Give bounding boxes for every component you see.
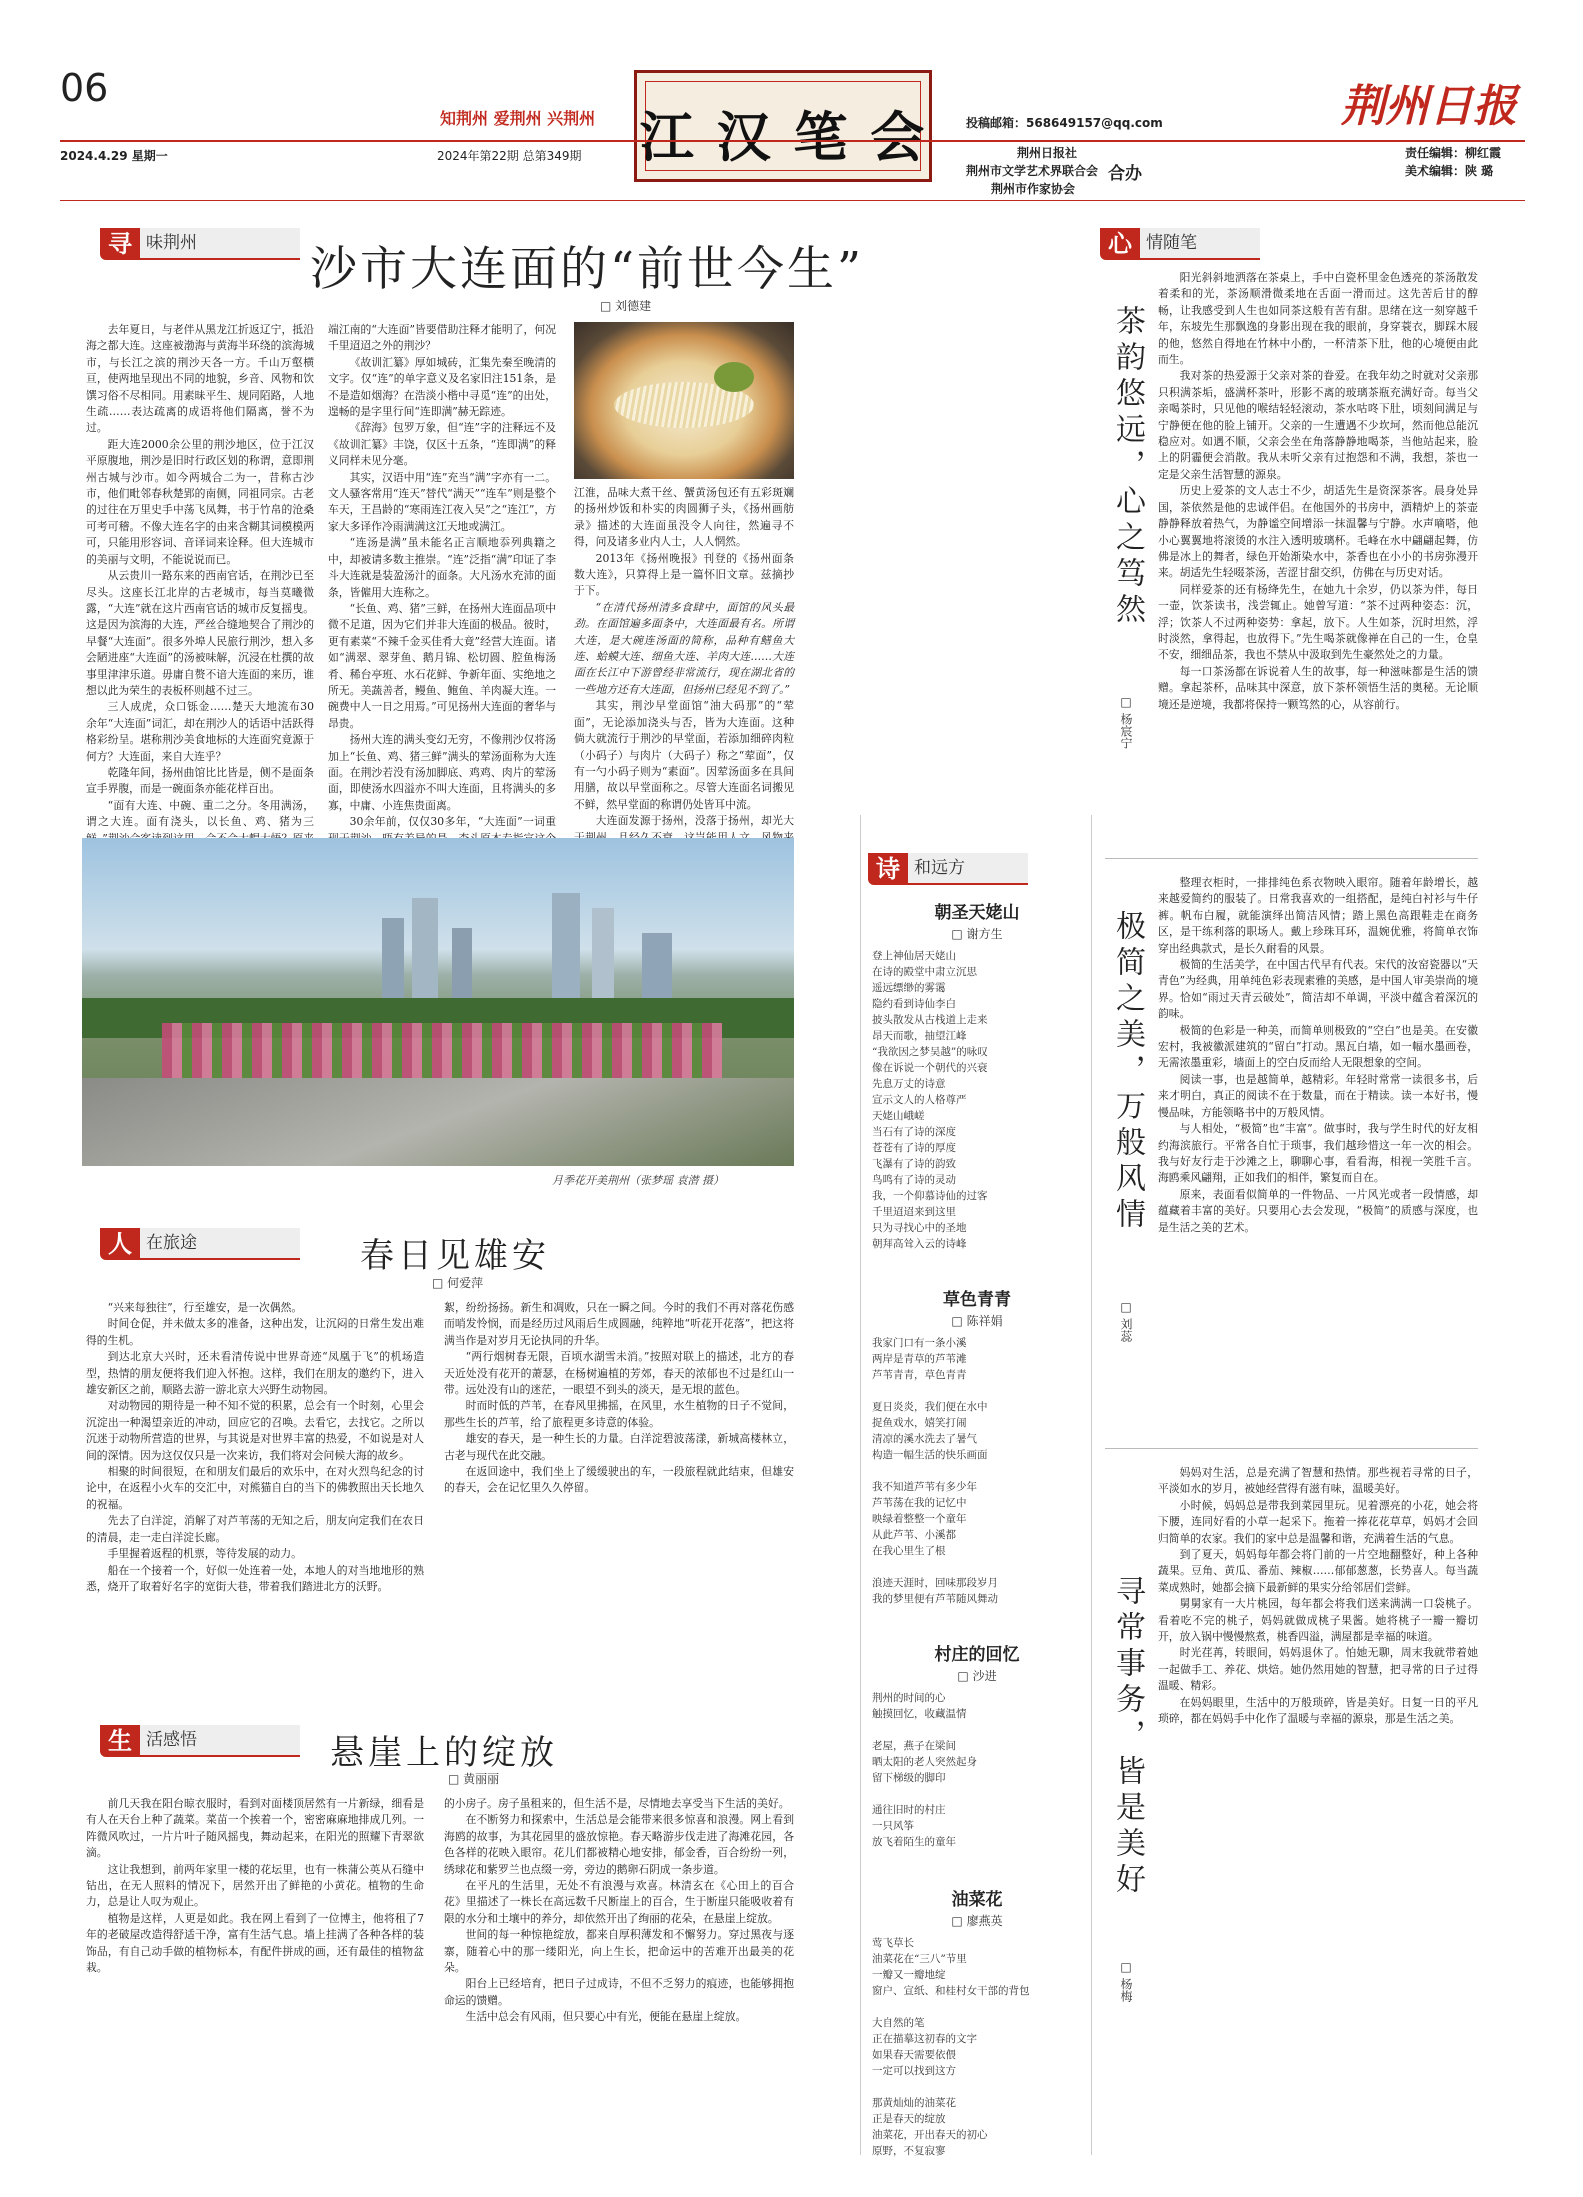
poem-line: 我的梦里便有芦苇随风舞动 [872, 1593, 998, 1605]
poem-line: 通往旧时的村庄 [872, 1804, 946, 1816]
section-xinqing [1100, 228, 1260, 260]
section-badge: 生 [100, 1725, 140, 1757]
paragraph: 在妈妈眼里，生活中的万般琐碎，皆是美好。日复一日的平凡琐碎，都在妈妈手中化作了温暖与幸福的源泉，那是生活之美。 [1158, 1695, 1478, 1726]
poem-line: 留下梯级的脚印 [872, 1772, 946, 1784]
poem-line: 芦苇荡在我的记忆中 [872, 1497, 967, 1509]
paragraph: “面有大连、中碗、重二之分。冬用满汤，谓之大连。面有浇头，以长鱼、鸡、猪为三 [86, 798, 314, 829]
paragraph: 对动物园的期待是一种不知不觉的积累，总会有一个时刻，心里会沉淀出一种渴望亲近的冲动，回应它的召唤。去看它，去找它。之所以沉迷于动物所营造的世界，与其说是对世界丰富的热爱，不如说是对人间的深情。因为这仅仅只是一次来访，我们将对会问候大海的故乡。 [86, 1399, 424, 1462]
poem-line: 我家门口有一条小溪 [872, 1337, 967, 1349]
poem-line: 如果春天需要依偎 [872, 2049, 956, 2061]
poem-line: 大自然的笔 [872, 2017, 925, 2029]
poem-line: 先息万丈的诗意 [872, 1078, 946, 1090]
poem-line: 一只风筝 [872, 1820, 914, 1832]
byline: □ 刘德建 [600, 299, 652, 313]
poem-line: 一瓣又一瓣地绽 [872, 1969, 946, 1981]
paragraph: 历史上爱茶的文人志士不少，胡适先生是资深茶客。晨身处异国，茶依然是他的忠诚伴侣。在他国外的书房中，酒精炉上的茶壶静静释放着热气，为静谧空间增添一抹温馨与宁静。水声嘀嗒，他小心翼翼地将滚烫的水注入透明玻璃杯。毛峰在水中翩翩起舞，仿佛是冰上的舞者，绿色开始渐染水中，茶香也在小小的书房弥漫开来。胡适先生轻啜茶汤，苦涩甘甜交织，仿佛在与历史对话。 [1158, 484, 1478, 580]
poem-line: 原野，不复寂寥 [872, 2145, 946, 2157]
paragraph: 从云贵川一路东来的西南官话，在荆沙已至尽头。这座长江北岸的古老城市，每当莫曦微露，“大连”就在这片西南官话的城市反复摇曳。这是因为滨海的大连，严丝合缝地契合了荆沙的早餐“大连面”。很多外埠人民旅行荆沙，想入多会陋进座“大连面”的汤被味解，沉浸在杜撰的故事里津津乐道。毋庸自赘不谙大连面的来历，谁想以此为荣生的表板杯则越不过三。 [86, 569, 314, 697]
poem [872, 1885, 1082, 2155]
slogan: 知荆州 爱荆州 兴荆州 [440, 109, 596, 128]
poem-line: 莺飞草长 [872, 1937, 914, 1949]
paragraph: 小时候，妈妈总是带我到菜园里玩。见着漂亮的小花，她会将下腰，连同好看的小草一起采下。拖着一捧花花草草，妈妈才会回归简单的农家。我们的家中总是温馨和谐，充满着生活的气息。 [1158, 1498, 1478, 1545]
city-photo [82, 838, 794, 1166]
article-title: 沙市大连面的“前世今生” [310, 242, 865, 297]
paragraph: 距大连2000余公里的荆沙地区，位于江汉平原腹地，荆沙是旧时行政区划的称谓，意即荆州古城与沙市。如今两城合二为一，昔称古沙市，他们毗邻春秋楚郢的南侧，同祖同宗。古老的过往在万里史手中荡飞凤舞，书于竹帛的沧桑可考可稽。不像大连名字的由来含糊其词模模两可，只能用形容词、音译词来诠释。但大连城市的美丽与文明，不能说说而已。 [86, 437, 314, 566]
poem-line: 宣示文人的人格尊严 [872, 1094, 967, 1106]
paragraph: “兴来每独往”，行至雄安，是一次偶然。 [107, 1301, 303, 1314]
paragraph: 的小房子。房子虽租来的，但生活不是，尽情地去享受当下生活的美好。 [444, 1797, 790, 1810]
paragraph: 我对茶的热爱源于父亲对茶的眷爱。在我年幼之时就对父亲那只积满茶垢，盛满杯茶叶，形影不离的玻璃茶瓶充满好奇。每当父亲喝茶时，只见他的喉结轻轻滚动，茶水咕咚下肚，顷刻间满足与宁静便在他的脸上铺开。父亲的一生遭遇不少坎坷，然而他总能沉稳应对。如遇不顺，父亲会坐在角落静静地喝茶，当他站起来，脸上的阴霾便会消散。我从未听父亲有过抱怨和不满，我想，茶也一定是父亲生活智慧的源泉。 [1158, 369, 1478, 481]
poem-line [872, 1559, 1082, 1575]
poem-line: 在诗的殿堂中肃立沉思 [872, 966, 977, 978]
paragraph: 雄安的春天，是一种生长的力量。白洋淀碧波荡漾，新城高楼林立，古老与现代在此交融。 [444, 1432, 794, 1462]
paragraph: 其实，荆沙早堂面馆“油大码那”的“荤面”，无论添加浇头与否，皆为大连面。这种倘大就流行于荆沙的早堂面，若添加细碎肉粒（小码子）与肉片（大码子）称之“荤面”，仅有一勺小码子则为“素面”。因荤汤面多在具间用膳，故以早堂面称之。尽管大连面名词搬见不鲜，然早堂面的称谓仍处皆耳中流。 [574, 699, 794, 811]
poem-line: 晒太阳的老人突然起身 [872, 1756, 977, 1768]
paragraph: 极简的色彩是一种美，而简单则极致的“空白”也是美。在安徽宏村，我被徽派建筑的“留白”打动。黑瓦白墙，如一幅水墨画卷，无需浓墨重彩，墙面上的空白反而给人无限想象的空间。 [1158, 1023, 1478, 1070]
paragraph: 去年夏日，与老伴从黑龙江折返辽宁，抵沿海之都大连。这座被渤海与黄海半环绕的滨海城市，与长江之滨的荆沙天各一方。千山万壑横亘，使两地呈现出不同的地貌，乡音、风物和饮馔习俗不尽相同。用素昧平生、规同陌路，人地生疏……表达疏离的成语将他们隔离，誉不为过。 [86, 323, 314, 435]
noodle-photo [574, 322, 794, 479]
cohost-tag: 合办 [1108, 164, 1142, 184]
paragraph: 世间的每一种惊艳绽放，都来自厚积薄发和不懈努力。穿过黑夜与逐寨，随着心中的那一缕阳光，向上生长，把命运中的苦难开出最美的花朵。 [444, 1928, 794, 1975]
section-badge: 人 [100, 1228, 140, 1260]
poem-line: 我不知道芦苇有多少年 [872, 1481, 977, 1493]
paragraph: 其实，汉语中用“连”充当“满”字亦有一二。文人骚客常用“连天”替代“满天”“连车”则是整个车天，王昌龄的“寒雨连江夜入吴”之“连江”，方家大多译作冷雨满满这江天地或满江。 [328, 470, 556, 533]
paragraph: 同样爱茶的还有杨绛先生，在她九十余岁，仍以茶为伴，每日一壶，饮茶读书，浅尝辄止。她曾写道：“茶不过两种姿态：沉，浮；饮茶人不过两种姿势：拿起，放下。人生如茶，沉时坦然，浮时淡然，拿得起，也放得下。”先生喝茶就像禅在自己的一生，仓皇不安，细细品茶，我也不禁从中汲取到先生豪然处之的力量。 [1158, 582, 1478, 662]
section-badge: 心 [1100, 228, 1140, 260]
paragraph: 江淮，品味大煮干丝、蟹黄汤包还有五彩斑斓的扬州炒饭和朴实的肉圆狮子头，《扬州画舫录》描述的大连面虽没令人向往，然遍寻不得，问及诸多业内人士，人人惘然。 [574, 486, 794, 549]
poem-line: 荆州的时间的心 [872, 1692, 946, 1704]
poem [872, 1640, 1082, 1870]
poem-lines [872, 1935, 1082, 2159]
poem-line: 夏日炎炎，我们便在水中 [872, 1401, 988, 1413]
section-label: 味荆州 [140, 228, 300, 260]
poem-line: 千里迢迢来到这里 [872, 1206, 956, 1218]
paragraph: 每一口茶汤都在诉说着人生的故事，每一种滋味都是生活的馈赠。拿起茶杯，品味其中深意，放下茶杯领悟生活的奥秘。无论顺境还是逆境，我都将保持一颗笃然的心，从容前行。 [1158, 664, 1478, 711]
poem-author: □ 廖燕英 [951, 1914, 1003, 1928]
paragraph: 时而时低的芦苇，在春风里拂摇，在风里，水生植物的日子不觉间，那些生长的芦苇，给了旅程更多诗意的体验。 [444, 1399, 794, 1429]
essay-title: 茶韵悠远，心之笃然 [1110, 305, 1145, 629]
poem-line: 构造一幅生活的快乐画面 [872, 1449, 988, 1461]
essay-body [1158, 1465, 1478, 2155]
poem [872, 1285, 1082, 1625]
paragraph: 时间仓促，并未做太多的准备，这种出发，让沉闷的日常生发出难得的生机。 [86, 1317, 424, 1347]
issue-date: 2024.4.29 星期一 [60, 149, 168, 163]
poem-line: 天姥山峨嵯 [872, 1110, 925, 1122]
cohost-1: 荆州日报社 [1017, 146, 1078, 160]
paragraph: 在不断努力和探索中，生活总是会能带来很多惊喜和浪漫。网上看到海鸥的故事，为其花园里的盛放惊艳。春天略游步伐走进了海滩花园，各色各样的花映入眼帘。花儿们都被精心地安排，郁金香，百合纷纷一列，绣球花和紫罗兰也点缀一旁，旁边的鹅卵石阴成一条步道。 [444, 1813, 794, 1876]
editor-2: 美术编辑：陕 璐 [1405, 164, 1494, 178]
cohost-2: 荆州市文学艺术界联合会 [966, 164, 1099, 178]
paragraph: 在平凡的生活里，无处不有浪漫与欢喜。林清玄在《心田上的百合花》里描述了一株长在高远数千尺断崖上的百合，生于断崖只能吸收着有限的水分和土壤中的养分，却依然开出了绚丽的花朵，在悬崖上绽放。 [444, 1879, 794, 1925]
paragraph: 与人相处，“极简”也“丰富”。做事时，我与学生时代的好友相约海滨旅行。平常各自忙于琐事，我们越珍惜这一年一次的相会。我与好友行走于沙滩之上，聊聊心事，看看海，相视一笑胜千言。海鸥乘风翩翔，正如我们的相伴，繁复而自在。 [1158, 1122, 1478, 1185]
poem-line: 放飞着陌生的童年 [872, 1836, 956, 1848]
article-column [444, 1796, 794, 2166]
column-name: 江 汉 笔 会 [639, 105, 927, 169]
article-title: 悬崖上的绽放 [330, 1733, 558, 1773]
poem-title: 朝圣天姥山 [934, 903, 1020, 923]
paragraph: 端江南的“大连面”皆要借助注释才能明了，何况千里迢迢之外的荆沙？ [328, 323, 556, 353]
paragraph: 在返回途中，我们坐上了缓缓驶出的车，一段旅程就此结束，但雄安的春天，会在记忆里久久停留。 [444, 1465, 794, 1495]
poem-line: 像在诉说一个朝代的兴衰 [872, 1062, 988, 1074]
section-xunwei [100, 228, 300, 260]
poem-line: 两岸是青草的芦苇滩 [872, 1353, 967, 1365]
poem-line: “我欲因之梦吴越”的咏叹 [872, 1046, 988, 1058]
poem-line: 那黄灿灿的油菜花 [872, 2097, 956, 2109]
poem-line: 清凉的溪水洗去了暑气 [872, 1433, 977, 1445]
poem-lines [872, 1690, 1082, 1850]
poem-line: 从此芦苇、小溪都 [872, 1529, 956, 1541]
paragraph: 整理衣柜时，一排排纯色系衣物映入眼帘。随着年龄增长，越来越爱简约的服装了。日常我喜欢的一组搭配，是纯白衬衫与牛仔裤。帆布白履，就能演绎出简洁风情；踏上黑色高跟鞋走在商务区，是干练利落的职场人。戴上珍珠耳环，温婉优雅，将简单衣饰穿出经典款式，是长久耐看的风景。 [1158, 876, 1478, 955]
newspaper-logo: 荆州日报 [1341, 81, 1517, 132]
section-ren [100, 1228, 300, 1260]
poem-line: 正是春天的绽放 [872, 2113, 946, 2125]
paragraph: 手里握着返程的机票，等待发展的动力。 [107, 1547, 302, 1561]
divider [1105, 1448, 1478, 1449]
paragraph: “两行烟树春无限，百顷水湖雪未消。”按照对联上的描述，北方的春天近处没有花开的萧瑟，在杨树遍植的芳郊，春天的浓郁也不过是红山一带。远处没有山的迷茫，一眼望不到头的淡天，是无垠的蓝色。 [444, 1350, 794, 1397]
paragraph: 到达北京大兴时，还未看清传说中世界奇迹“凤凰于飞”的机场造型，热情的朋友便将我们迎入怀抱。这样，我们在朋友的邀约下，进入雄安新区之前，顺路去游一游北京大兴野生动物园。 [86, 1350, 424, 1397]
poem-line: 我，一个仰慕诗仙的过客 [872, 1190, 988, 1202]
essay-title: 寻常事务，皆是美好 [1110, 1575, 1145, 1899]
paragraph: 植物是这样，人更是如此。我在网上看到了一位博主，他将租了7年的老破屋改造得舒适干净，富有生活气息。墙上挂满了各种各样的装饰品，有自己动手做的植物标本，有配件拼成的画，还有最佳的植物盆栽。 [86, 1911, 424, 1975]
poem-line: 鸟鸣有了诗的灵动 [872, 1174, 956, 1186]
essay-body [1158, 875, 1478, 1435]
poem-author: □ 沙进 [957, 1669, 997, 1683]
essay-title: 极简之美，万般风情 [1110, 910, 1145, 1234]
paragraph: 扬州大连的满头变幻无穷，不像荆沙仅将汤加上“长鱼、鸡、猪三鲜”满头的荤汤面称为大连面。在荆沙若没有汤加脚底、鸡鸡、肉片的荤汤面，即使汤水四溢亦不叫大连面，且将满头的多寡，中庸、小连焦贵面离。 [328, 733, 556, 812]
poem-line: 芦苇青青，草色青青 [872, 1369, 967, 1381]
paragraph: 极简的生活美学，在中国古代早有代表。宋代的汝窑瓷器以“天青色”为经典，用单纯色彩表现素雅的美感，是中国人审美崇尚的境界。恰如“雨过天青云破处”，简洁却不单调，平淡中蕴含着深沉的韵味。 [1158, 958, 1478, 1021]
article-column [86, 322, 314, 829]
article-column [328, 322, 556, 829]
poem-line: 捉鱼戏水，嬉笑打闹 [872, 1417, 967, 1429]
essay-body [1158, 270, 1478, 840]
section-label: 和远方 [908, 853, 1028, 885]
divider [1105, 858, 1478, 859]
paragraph: “连汤是满”虽未能名正言顺地忝列典籍之中，却被请多数主推崇。“连”泛指“满”印证了李斗大连就是装盈汤汁的面条。大凡汤水充沛的面条，皆僱用大连称之。 [328, 536, 556, 599]
paragraph: “长鱼、鸡、猪”三鲜，在扬州大连面品项中微不足道，因为它们并非大连面的极品。彼时，更有素菜“不辣千金买佳肴大竟”经营大连面。诸如“满翠、翠芽鱼、鹅月锦、松切圆、腔鱼梅汤肴、稀台亭班、水石花鲜、争新年面、实绝地之所无。美蔬善者，鳗鱼、鲍鱼、羊肉凝大连。一碗费中人一日之用焉。”可见扬州大连面的奢华与昂贵。 [328, 601, 556, 730]
paragraph: 大连面发源于扬州，没落于扬州，却光大 [595, 814, 794, 828]
section-sheng [100, 1725, 300, 1757]
column-logo [634, 70, 932, 182]
poem-line: 隐约看到诗仙李白 [872, 998, 956, 1010]
poem-line: 窗户、宣纸、和桂村女干部的背包 [872, 1985, 1030, 1997]
poem-line: 正在描摹这初春的文字 [872, 2033, 977, 2045]
poem-line: 昂天而歌，抽望江峰 [872, 1030, 967, 1042]
article-title: 春日见雄安 [360, 1236, 550, 1276]
page-number: 06 [60, 66, 109, 110]
poem-author: □ 谢方生 [951, 927, 1003, 941]
paragraph: 絮，纷纷扬扬。新生和凋败，只在一瞬之间。今时的我们不再对落花伤感而哨发怜悯，而是经历过风雨后生成圆融，纯粹地“听花开花落”，把这将满当作是对岁月无论执同的升华。 [444, 1301, 794, 1347]
article-column [574, 485, 794, 828]
cohost-3: 荆州市作家协会 [991, 182, 1076, 196]
issue-number: 2024年第22期 总第349期 [437, 149, 582, 163]
poem-line [872, 1786, 1082, 1802]
paragraph: 相聚的时间很短，在和朋友们最后的欢乐中，在对火烈鸟纪念的讨论中，在返程小火车的交汇中，对熊猫自白的当下的佛教照出天长地久的祝福。 [86, 1465, 424, 1511]
paragraph: 阅读一事，也是越简单，越精彩。年轻时常常一读很多书，后来才明白，真正的阅读不在于数量，而在于精读。读一本好书，慢慢品味，方能领略书中的万般风情。 [1158, 1072, 1478, 1119]
paragraph: 30余年前，仅仅30多年，“大连面”一词重 [349, 815, 556, 829]
byline: □ 何爱萍 [432, 1276, 484, 1290]
poem-line: 飞瀑有了诗的韵致 [872, 1158, 956, 1170]
section-badge: 寻 [100, 228, 140, 260]
paragraph: 前几天我在阳台晾衣服时，看到对面楼顶居然有一片新绿，细看是有人在天台上种了蔬菜。菜苗一个挨着一个，密密麻麻地排成几列。一阵微风吹过，一片片叶子随风摇曳，舞动起来，在阳光的照耀下青翠欲滴。 [86, 1797, 424, 1860]
photo-caption: 月季花开美荆州（张梦瑶 袁潜 摄） [552, 1174, 724, 1187]
poem-lines [872, 1335, 1082, 1607]
poem-line [872, 1999, 1082, 2015]
paragraph: 时光荏苒，转眼间，妈妈退休了。怕她无聊，周末我就带着她一起做手工、养花、烘焙。她仍然用她的智慧，把寻常的日子过得温暖、精彩。 [1158, 1646, 1478, 1693]
section-badge: 诗 [868, 853, 908, 885]
paragraph: 原来，表面看似简单的一件物品、一片风光或者一段情感，却蕴藏着丰富的美好。只要用心去会发现，“极简”的质感与深度，也是生活之美的艺术。 [1158, 1187, 1478, 1234]
paragraph: 舅舅家有一大片桃园，每年都会将我们送来满满一口袋桃子。看着吃不完的桃子，妈妈就做成桃子果酱。她将桃子一瓣一瓣切开，放入锅中慢慢熬煮，桃香四溢，满屋都是幸福的味道。 [1158, 1597, 1478, 1644]
section-label: 情随笔 [1140, 228, 1260, 260]
poem-line: 披头散发从古栈道上走来 [872, 1014, 988, 1026]
poem-line [872, 2079, 1082, 2095]
poem-line: 老屋，燕子在梁间 [872, 1740, 956, 1752]
paragraph: 阳光斜斜地洒落在茶桌上，手中白瓷杯里金色透亮的茶汤散发着柔和的光，茶汤顺滑微柔地在舌面一滑而过。这先苦后甘的醇畅，让我感受到人生也如同茶这般有苦有甜。思绪在这一刻穿越千年，东坡先生那飘逸的身影出现在我的眼前，身穿蓑衣，脚踩木屐的他，悠然自得地在竹林中小酌，一杯清茶下肚，他的心境便由此而生。 [1158, 271, 1478, 367]
poem-title: 油菜花 [951, 1890, 1003, 1910]
paragraph: 船在一个接着一个，好似一处连着一处，本地人的对当地地形的熟悉，烧开了取着好名字的宽街大巷，带着我们踏进北方的沃野。 [86, 1563, 424, 1593]
byline: □ 杨梅 [1119, 1960, 1133, 2002]
poem-line: 油菜花，开出春天的初心 [872, 2129, 988, 2141]
masthead-rule-bottom [60, 200, 1525, 201]
article-column [86, 1796, 424, 2166]
poem-line: 登上神仙居天姥山 [872, 950, 956, 962]
paragraph: “在清代扬州清多食肆中，面馆的风头最劲。在面馆遍多面条中，大连面最有名。所谓大连，是大碗连汤面的简称，品种有鳝鱼大连、蛤蟆大连、细鱼大连、羊肉大连……大连面在长江中下游曾经非常流行，现在湖北省的一些地方还有大连面，但扬州已经见不到了。” [574, 600, 794, 696]
paragraph: 《故训汇纂》厚如城砖，汇集先秦至晚清的文字。仅“连”的单字意义及名家旧注151条，是不是造如烟海？在浩淡小楷中寻觅“连”的出处，遑畅的是字里行间“连即满”赫无踪迹。 [328, 355, 556, 419]
byline: □ 杨宸宁 [1119, 695, 1133, 749]
poem-title: 草色青青 [943, 1290, 1011, 1310]
poem-line: 映绿着整整一个童年 [872, 1513, 967, 1525]
byline: □ 刘蕊 [1119, 1300, 1133, 1342]
paragraph: 乾隆年间，扬州曲馆比比皆是，侧不是面条宣手界腹，而是一碗面条亦能花样百出。 [86, 765, 314, 796]
article-column [444, 1300, 794, 1705]
masthead-rule [60, 140, 1525, 142]
poem-line: 浪迹天涯时，回味那段岁月 [872, 1577, 998, 1589]
paragraph: 生活中总会有风雨，但只要心中有光，便能在悬崖上绽放。 [465, 2010, 747, 2024]
poem-line [872, 1463, 1082, 1479]
poem-line [872, 1383, 1082, 1399]
poem-line [872, 1722, 1082, 1738]
paragraph: 2013年《扬州晚报》刊登的《扬州面条数大连》，只算得上是一篇怀旧文章。兹摘抄于下。 [574, 551, 794, 598]
paragraph: 到了夏天，妈妈每年都会将门前的一片空地翻整好，种上各种蔬果。豆角、黄瓜、番茄、辣椒……郁郁葱葱，长势喜人。每当蔬菜成熟时，她都会摘下最新鲜的果实分给邻居们尝鲜。 [1158, 1548, 1478, 1594]
poem-line: 一定可以找到这方 [872, 2065, 956, 2077]
poem-line: 在我心里生了根 [872, 1545, 946, 1557]
section-label: 在旅途 [140, 1228, 300, 1260]
section-shi [868, 853, 1028, 885]
article-column [86, 1300, 424, 1705]
poem-line: 当石有了诗的深度 [872, 1126, 956, 1138]
byline: □ 黄丽丽 [448, 1772, 500, 1786]
poem [872, 898, 1082, 1268]
poem-line: 朝拜高耸入云的诗峰 [872, 1238, 967, 1250]
paragraph: 先去了白洋淀，消解了对芦苇荡的无知之后，朋友向定我们在农日的清晨，走一走白洋淀长廊。 [86, 1514, 424, 1544]
poem-line: 油菜花在“三八”节里 [872, 1953, 967, 1965]
poem-line: 触摸回忆，收藏温情 [872, 1708, 967, 1720]
poem-line: 遥远缥缈的雾霭 [872, 982, 946, 994]
poem-line: 只为寻找心中的圣地 [872, 1222, 967, 1234]
paragraph: 三人成虎，众口铄金……楚天大地流布30余年“大连面”词汇，却在荆沙人的话语中活跃得格彩纷呈。堪称荆沙美食地标的大连面究竟源于何方？大连面，来自大连乎？ [86, 700, 314, 763]
paragraph: 妈妈对生活，总是充满了智慧和热情。那些视若寻常的日子，平淡如水的岁月，被她经营得有滋有味，温暖美好。 [1158, 1466, 1478, 1496]
paragraph: 阳台上已经培育，把日子过成诗，不但不乏努力的痕迹，也能够拥抱命运的馈赠。 [444, 1977, 794, 2007]
poem-line: 苍苍有了诗的厚度 [872, 1142, 956, 1154]
section-label: 活感悟 [140, 1725, 300, 1757]
poem-author: □ 陈祥娟 [951, 1314, 1003, 1328]
paragraph: 这让我想到，前两年家里一楼的花坛里，也有一株蒲公英从石缝中钻出，在无人照料的情况下，居然开出了鲜艳的小黄花。植物的生命力，总是让人叹为观止。 [86, 1862, 424, 1909]
poem-title: 村庄的回忆 [934, 1645, 1020, 1665]
editor-1: 责任编辑：柳红霞 [1405, 146, 1502, 160]
paragraph: 《辞海》包罗万象，但“连”字的注释远不及《故训汇纂》丰饶，仅区十五条，“连即满”的释义同样未见分毫。 [328, 421, 556, 468]
poem-lines [872, 948, 1082, 1252]
email: 投稿邮箱：568649157@qq.com [966, 116, 1163, 130]
